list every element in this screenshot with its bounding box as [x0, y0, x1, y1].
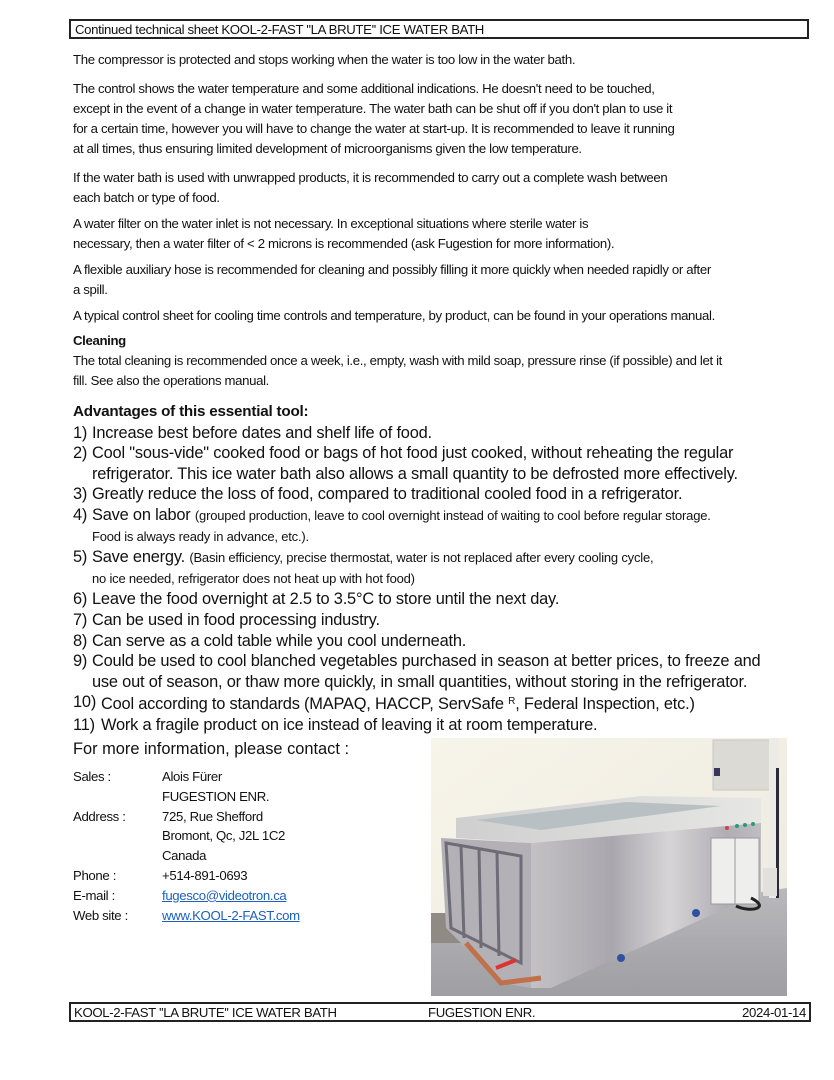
- text-line: for a certain time, however you will have to change the water at start-up. It is recommended to leave it running: [73, 121, 675, 136]
- item-text: Leave the food overnight at 2.5 to 3.5°C to store until the next day.: [92, 590, 560, 609]
- filter-paragraph: [73, 214, 813, 254]
- contact-label: Phone :: [73, 867, 117, 883]
- text-line: fill. See also the operations manual.: [73, 373, 269, 388]
- item-note: (grouped production, leave to cool overnight instead of waiting to cool before regular storage.: [194, 507, 711, 523]
- advantage-item: [73, 443, 818, 464]
- wall-fixture: [763, 868, 777, 896]
- item-text: Cool "sous-vide" cooked food or bags of hot food just cooked, without reheating the regular: [92, 444, 734, 463]
- item-continuation: no ice needed, refrigerator does not heat up with hot food): [92, 570, 415, 586]
- control-sheet-paragraph: A typical control sheet for cooling time controls and temperature, by product, can be found in your operations manual.: [73, 308, 715, 323]
- caster-wheel: [692, 909, 700, 917]
- contact-value: Alois Fürer: [162, 769, 222, 784]
- wall-switch: [714, 768, 720, 776]
- text-line: at all times, thus ensuring limited development of microorganisms given the low temperature.: [73, 141, 582, 156]
- advantage-item: [73, 589, 818, 610]
- text-line: A water filter on the water inlet is not necessary. In exceptional situations where sterile water is: [73, 216, 589, 231]
- contact-row: [73, 807, 423, 827]
- item-number: 4): [73, 505, 88, 524]
- contact-label: Web site :: [73, 907, 128, 923]
- item-note: (Basin efficiency, precise thermostat, water is not replaced after every cooling cycle,: [189, 550, 654, 566]
- advantage-item: [73, 484, 818, 505]
- advantage-item: [73, 715, 818, 736]
- item-number: 10): [73, 693, 97, 712]
- cleaning-section: [73, 331, 813, 391]
- item-text: Work a fragile product on ice instead of leaving it at room temperature.: [101, 715, 598, 734]
- item-continuation: refrigerator. This ice water bath also allows a small quantity to be defrosted more effectively.: [92, 464, 738, 483]
- advantage-item: [73, 631, 818, 652]
- website-link[interactable]: www.KOOL-2-FAST.com: [162, 907, 300, 923]
- control-paragraph: [73, 79, 813, 159]
- item-text: Cool according to standards (MAPAQ, HACCP, ServSafe: [101, 695, 504, 714]
- text-line: a spill.: [73, 282, 108, 297]
- item-text: Greatly reduce the loss of food, compared to traditional cooled food in a refrigerator.: [92, 485, 683, 504]
- item-number: 9): [73, 652, 88, 671]
- item-number: 1): [73, 423, 88, 442]
- item-number: 11): [73, 715, 95, 734]
- item-continuation: Food is always ready in advance, etc.).: [92, 528, 309, 544]
- text-line: The control shows the water temperature and some additional indications. He doesn't need to be touched,: [73, 81, 655, 96]
- footer-box: [69, 1002, 811, 1022]
- contact-label: [73, 846, 162, 866]
- caster-wheel: [617, 954, 625, 962]
- item-text-after: , Federal Inspection, etc.): [515, 695, 695, 714]
- contact-row: [73, 787, 423, 807]
- compressor-paragraph: The compressor is protected and stops working when the water is too low in the water bath.: [73, 52, 576, 67]
- contact-value: Bromont, Qc, J2L 1C2: [162, 828, 285, 844]
- control-panel-wall: [713, 740, 771, 790]
- item-number: 6): [73, 590, 88, 609]
- registered-mark: R: [508, 696, 516, 708]
- item-text: Could be used to cool blanched vegetables purchased in season at better prices, to freeze and: [92, 652, 761, 671]
- item-continuation: use out of season, or thaw more quickly, in small quantities, without storing in the refrigerator.: [92, 672, 748, 691]
- item-text: Increase best before dates and shelf life of food.: [92, 423, 432, 442]
- advantages-title: Advantages of this essential tool:: [73, 403, 309, 420]
- contact-title: For more information, please contact :: [73, 740, 350, 758]
- advantage-item: [73, 610, 818, 631]
- header-title: Continued technical sheet KOOL-2-FAST ''LA BRUTE'' ICE WATER BATH: [75, 22, 484, 37]
- text-line: If the water bath is used with unwrapped products, it is recommended to carry out a complete wash between: [73, 170, 668, 185]
- item-text: Save on labor: [92, 505, 191, 524]
- email-link[interactable]: fugesco@videotron.ca: [162, 887, 287, 903]
- unwrapped-paragraph: [73, 168, 813, 208]
- advantage-item: [73, 505, 818, 527]
- product-photo: [431, 738, 787, 996]
- contact-label: E-mail :: [73, 887, 115, 903]
- text-line: A flexible auxiliary hose is recommended for cleaning and possibly filling it more quickly when needed rapidly or after: [73, 262, 711, 277]
- item-number: 8): [73, 631, 88, 650]
- advantage-item: [73, 651, 818, 672]
- contact-label: [73, 826, 162, 846]
- contact-value: 725, Rue Shefford: [162, 808, 263, 824]
- text-line: except in the event of a change in water temperature. The water bath can be shut off if you don't plan to use it: [73, 101, 673, 116]
- contact-row: [73, 826, 423, 846]
- item-number: 5): [73, 548, 88, 567]
- contact-label: Address :: [73, 808, 126, 824]
- indicator-red: [725, 826, 729, 830]
- footer-date: 2024-01-14: [742, 1005, 806, 1020]
- contact-row-email: [73, 886, 423, 906]
- footer-company: FUGESTION ENR.: [428, 1005, 536, 1020]
- text-line: The total cleaning is recommended once a week, i.e., empty, wash with mild soap, pressure rinse (if possible) and let it: [73, 353, 722, 368]
- contact-row: [73, 846, 423, 866]
- header-box: [69, 19, 809, 39]
- item-text: Save energy.: [92, 548, 185, 567]
- contact-value: Canada: [162, 848, 207, 864]
- contact-table: [73, 767, 423, 925]
- advantages-section: [73, 402, 818, 736]
- text-line: necessary, then a water filter of < 2 microns is recommended (ask Fugestion for more information).: [73, 236, 615, 251]
- item-text: Can be used in food processing industry.: [92, 610, 380, 629]
- contact-row-web: [73, 906, 423, 926]
- contact-label: [73, 787, 162, 807]
- advantage-item: [73, 547, 818, 569]
- item-text: Can serve as a cold table while you cool underneath.: [92, 631, 467, 650]
- cleaning-heading: Cleaning: [73, 333, 126, 348]
- item-number: 2): [73, 444, 88, 463]
- indicator-green-2: [743, 823, 747, 827]
- indicator-green-1: [735, 824, 739, 828]
- item-number: 7): [73, 610, 88, 629]
- item-number: 3): [73, 485, 88, 504]
- contact-value: +514-891-0693: [162, 867, 248, 883]
- contact-row: [73, 866, 423, 886]
- advantage-item: [73, 423, 818, 444]
- contact-label: Sales :: [73, 769, 111, 784]
- advantage-item: [73, 692, 818, 715]
- contact-value: FUGESTION ENR.: [162, 788, 270, 804]
- ice-water-bath-image: [431, 738, 787, 996]
- indicator-green-3: [751, 822, 755, 826]
- hose-paragraph: [73, 260, 813, 300]
- contact-row: [73, 767, 423, 787]
- footer-product: KOOL-2-FAST ''LA BRUTE'' ICE WATER BATH: [74, 1005, 337, 1020]
- text-line: each batch or type of food.: [73, 190, 220, 205]
